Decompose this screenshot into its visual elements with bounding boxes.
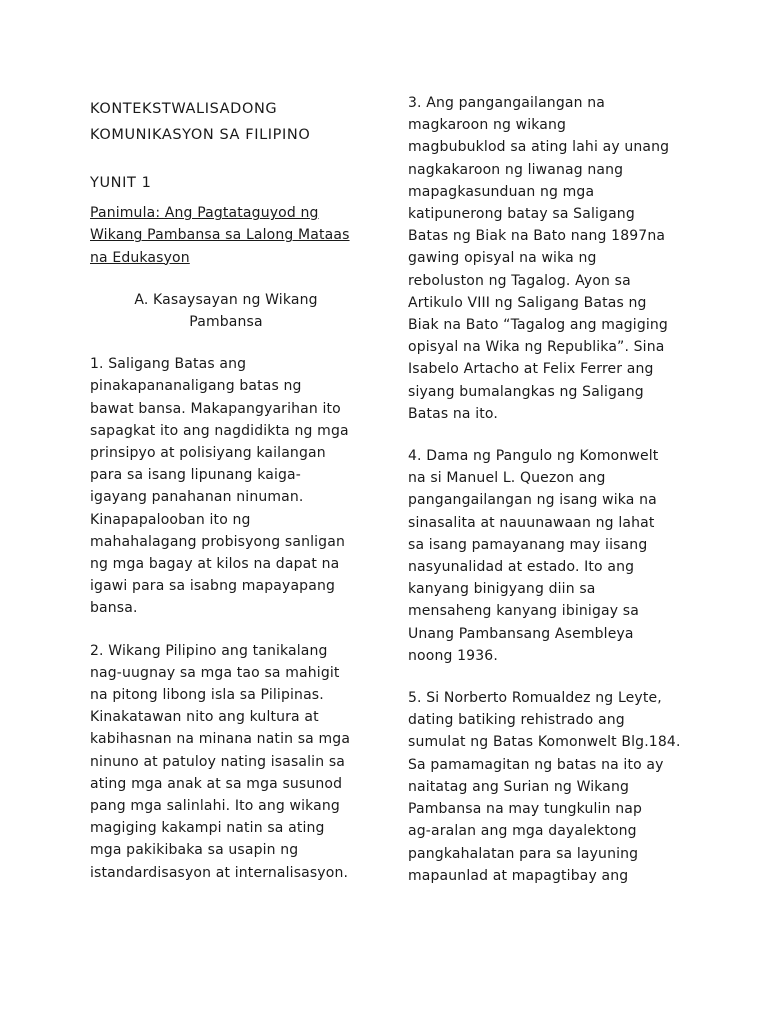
paragraph-line: mahahalagang probisyong sanligan [90, 533, 345, 550]
paragraph-line: sinasalita at nauunawaan ng lahat [408, 514, 655, 531]
paragraph-line: nasyunalidad at estado. Ito ang [408, 559, 635, 576]
paragraph-line: 5. Si Norberto Romualdez ng Leyte, [408, 690, 662, 707]
paragraph-line: kabihasnan na minana natin sa mga [90, 731, 351, 748]
paragraph-line: mapagkasunduan ng mga [408, 183, 595, 200]
paragraph-line: naitatag ang Surian ng Wikang [408, 778, 630, 795]
paragraph-line: sapagkat ito ang nagdidikta ng mga [90, 422, 349, 439]
paragraph-line: prinsipyo at polisiyang kailangan [90, 445, 326, 462]
paragraph-line: Batas na ito. [408, 405, 498, 422]
paragraph-3 [408, 92, 698, 425]
paragraph-4 [408, 445, 698, 667]
paragraph-line: mensaheng kanyang ibinigay sa [408, 603, 639, 620]
paragraph-line: pang mga salinlahi. Ito ang wikang [90, 798, 340, 815]
intro-line: na Edukasyon [90, 249, 190, 266]
paragraph-line: sumulat ng Batas Komonwelt Blg.184. [408, 734, 681, 751]
paragraph-line: bawat bansa. Makapangyarihan ito [90, 400, 341, 417]
paragraph-line: reboluston ng Tagalog. Ayon sa [408, 272, 631, 289]
paragraph-line: Unang Pambansang Asembleya [408, 625, 634, 642]
title-line: KOMUNIKASYON SA FILIPINO [90, 127, 311, 143]
intro-heading [90, 202, 380, 269]
section-line: A. Kasaysayan ng Wikang [134, 291, 318, 308]
intro-line: Panimula: Ang Pagtataguyod ng [90, 205, 319, 222]
paragraph-line: na si Manuel L. Quezon ang [408, 470, 606, 487]
paragraph-line: Sa pamamagitan ng batas na ito ay [408, 756, 664, 773]
paragraph-line: ninuno at patuloy nating isasalin sa [90, 753, 345, 770]
paragraph-line: Batas ng Biak na Bato nang 1897na [408, 228, 666, 245]
paragraph-line: 2. Wikang Pilipino ang tanikalang [90, 642, 328, 659]
left-column [90, 0, 380, 884]
paragraph-line: Biak na Bato “Tagalog ang magiging [408, 317, 668, 334]
paragraph-line: igawi para sa isabng mapayapang [90, 578, 336, 595]
paragraph-line: istandardisasyon at internalisasyon. [90, 864, 349, 881]
paragraph-line: ag-aralan ang mga dayalektong [408, 823, 637, 840]
paragraph-line: gawing opisyal na wika ng [408, 250, 597, 267]
paragraph-line: 1. Saligang Batas ang [90, 356, 247, 373]
paragraph-line: Artikulo VIII ng Saligang Batas ng [408, 294, 647, 311]
paragraph-line: nag-uugnay sa mga tao sa mahigit [90, 664, 340, 681]
unit-heading: YUNIT 1 [90, 175, 152, 191]
paragraph-line: kanyang binigyang diin sa [408, 581, 596, 598]
paragraph-line: Isabelo Artacho at Felix Ferrer ang [408, 361, 654, 378]
paragraph-1 [90, 353, 380, 619]
paragraph-line: 3. Ang pangangailangan na [408, 95, 605, 111]
intro-line: Wikang Pambansa sa Lalong Mataas [90, 227, 350, 244]
paragraph-line: igayang panahanan ninuman. [90, 489, 304, 506]
paragraph-5 [408, 687, 698, 887]
paragraph-line: ng mga bagay at kilos na dapat na [90, 556, 340, 573]
paragraph-line: katipunerong batay sa Saligang [408, 206, 635, 223]
paragraph-line: sa isang pamayanang may iisang [408, 536, 648, 553]
document-title [90, 96, 380, 148]
paragraph-line: opisyal na Wika ng Republika”. Sina [408, 339, 665, 356]
right-column [408, 0, 698, 887]
paragraph-line: magbubuklod sa ating lahi ay unang [408, 139, 670, 156]
paragraph-line: mapaunlad at mapagtibay ang [408, 867, 629, 884]
paragraph-line: Pambansa na may tungkulin nap [408, 801, 643, 818]
paragraph-line: na pitong libong isla sa Pilipinas. [90, 687, 324, 704]
paragraph-line: Kinapapalooban ito ng [90, 511, 251, 528]
paragraph-2 [90, 640, 380, 884]
paragraph-line: noong 1936. [408, 647, 498, 664]
paragraph-line: pinakapananaligang batas ng [90, 378, 302, 395]
paragraph-line: Kinakatawan nito ang kultura at [90, 709, 319, 726]
paragraph-line: nagkakaroon ng liwanag nang [408, 161, 624, 178]
title-line: KONTEKSTWALISADONG [90, 101, 278, 117]
paragraph-line: mga pakikibaka sa usapin ng [90, 842, 299, 859]
paragraph-line: dating batiking rehistrado ang [408, 712, 625, 729]
section-heading [90, 289, 380, 333]
paragraph-line: bansa. [90, 600, 138, 617]
paragraph-line: para sa isang lipunang kaiga- [90, 467, 301, 484]
paragraph-line: pangangailangan ng isang wika na [408, 492, 657, 509]
paragraph-line: ating mga anak at sa mga susunod [90, 775, 343, 792]
paragraph-line: magkaroon ng wikang [408, 117, 567, 134]
paragraph-line: siyang bumalangkas ng Saligang [408, 383, 644, 400]
paragraph-line: 4. Dama ng Pangulo ng Komonwelt [408, 448, 659, 465]
section-line: Pambansa [189, 314, 263, 331]
paragraph-line: magiging kakampi natin sa ating [90, 820, 325, 837]
paragraph-line: pangkahalatan para sa layuning [408, 845, 639, 862]
